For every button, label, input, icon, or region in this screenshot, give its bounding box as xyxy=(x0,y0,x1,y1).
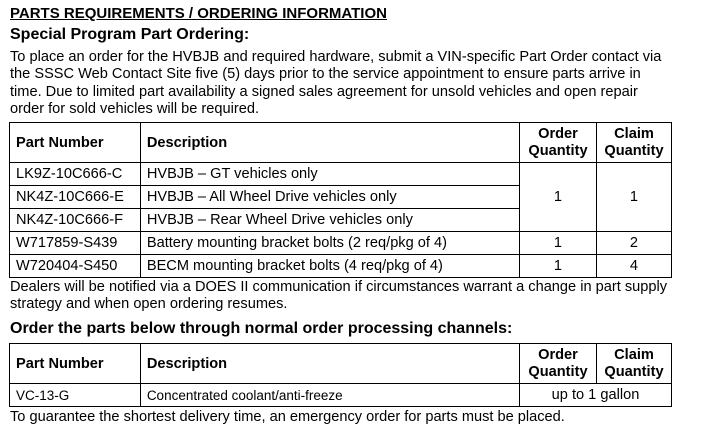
normal-ordering-title: Order the parts below through normal order processing channels: xyxy=(10,320,513,337)
claim-quantity-cell: 4 xyxy=(596,255,671,278)
paragraph-line: To place an order for the HVBJB and required hardware, submit a VIN-specific Part Order contact via xyxy=(10,49,662,65)
header-line: Claim xyxy=(614,346,654,363)
claim-quantity-cell: 1 xyxy=(596,163,671,232)
header-order-quantity xyxy=(520,344,597,384)
order-quantity-cell: 1 xyxy=(520,232,597,255)
normal-order-table xyxy=(9,343,672,407)
parts-table xyxy=(9,122,672,278)
header-line: Quantity xyxy=(528,363,588,380)
header-order-quantity xyxy=(520,123,597,163)
part-number-cell: NK4Z-10C666-F xyxy=(10,209,141,232)
table-row xyxy=(10,384,672,407)
order-quantity-cell: 1 xyxy=(520,255,597,278)
header-line: Quantity xyxy=(604,363,664,380)
header-claim-quantity xyxy=(596,123,671,163)
description-cell: HVBJB – GT vehicles only xyxy=(140,163,519,186)
quantity-cell: up to 1 gallon xyxy=(520,384,672,407)
header-part-number: Part Number xyxy=(10,123,141,163)
paragraph-line: the SSSC Web Contact Site five (5) days prior to the service appointment to ensure parts arrive in xyxy=(10,66,641,83)
footer-note: To guarantee the shortest delivery time, an emergency order for parts must be placed. xyxy=(10,409,565,425)
part-number-cell: VC-13-G xyxy=(10,384,141,407)
header-part-number: Part Number xyxy=(10,344,141,384)
table-row xyxy=(10,232,672,255)
part-number-cell: W717859-S439 xyxy=(10,232,141,255)
table-row xyxy=(10,163,672,186)
claim-quantity-cell: 2 xyxy=(596,232,671,255)
part-number-cell: LK9Z-10C666-C xyxy=(10,163,141,186)
paragraph-line: order for sold vehicles will be required. xyxy=(10,100,260,117)
header-line: Quantity xyxy=(604,142,664,159)
header-line: Order xyxy=(538,125,578,142)
special-ordering-title: Special Program Part Ordering: xyxy=(10,26,250,43)
description-cell: Concentrated coolant/anti-freeze xyxy=(140,384,519,407)
paragraph-line: time. Due to limited part availability a signed sales agreement for unsold vehicles and open repair xyxy=(10,83,638,100)
part-number-cell: NK4Z-10C666-E xyxy=(10,186,141,209)
section-title: PARTS REQUIREMENTS / ORDERING INFORMATION xyxy=(10,5,387,22)
special-ordering-paragraph xyxy=(10,49,710,118)
table-header-row xyxy=(10,123,672,163)
notice-line: Dealers will be notified via a DOES II communication if circumstances warrant a change in part supply xyxy=(10,279,668,295)
header-description: Description xyxy=(140,123,519,163)
header-description: Description xyxy=(140,344,519,384)
table-row xyxy=(10,255,672,278)
notice-line: strategy and when open ordering resumes. xyxy=(10,296,288,312)
header-line: Quantity xyxy=(528,142,588,159)
table-header-row xyxy=(10,344,672,384)
description-cell: BECM mounting bracket bolts (4 req/pkg of 4) xyxy=(140,255,519,278)
header-line: Order xyxy=(538,346,578,363)
description-cell: Battery mounting bracket bolts (2 req/pkg of 4) xyxy=(140,232,519,255)
description-cell: HVBJB – All Wheel Drive vehicles only xyxy=(140,186,519,209)
order-quantity-cell: 1 xyxy=(520,163,597,232)
dealer-notice xyxy=(10,279,710,313)
header-claim-quantity xyxy=(596,344,671,384)
part-number-cell: W720404-S450 xyxy=(10,255,141,278)
description-cell: HVBJB – Rear Wheel Drive vehicles only xyxy=(140,209,519,232)
header-line: Claim xyxy=(614,125,654,142)
